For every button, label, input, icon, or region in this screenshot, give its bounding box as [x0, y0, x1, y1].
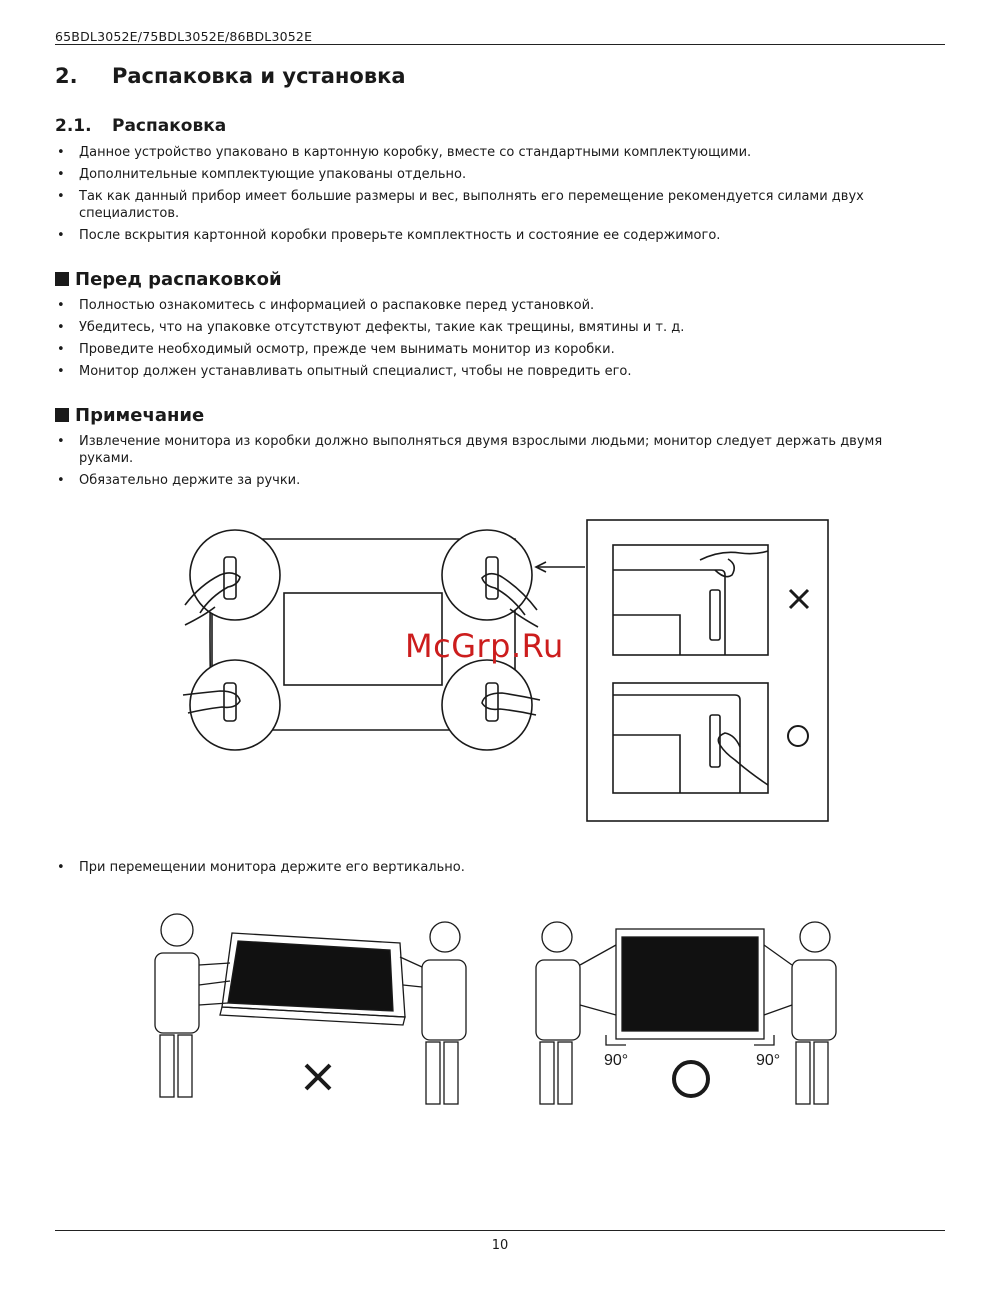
vertical-list — [55, 859, 935, 881]
section-number: 2. — [55, 64, 78, 88]
list-item: • Данное устройство упаковано в картонную коробку, вместе со стандартными комплектующими. — [55, 144, 935, 161]
watermark: McGrp.Ru — [405, 627, 564, 665]
subsection-heading — [55, 116, 226, 136]
list-item: • После вскрытия картонной коробки проверьте комплектность и состояние ее содержимого. — [55, 227, 935, 244]
subsection-title: Распаковка — [112, 116, 227, 136]
before-heading — [55, 269, 282, 290]
square-bullet-icon — [55, 408, 69, 422]
list-item: • Полностью ознакомитесь с информацией о распаковке перед установкой. — [55, 297, 935, 314]
header-rule — [55, 44, 945, 45]
section-title: Распаковка и установка — [112, 64, 406, 88]
before-list — [55, 297, 935, 385]
note-heading — [55, 405, 204, 426]
section-heading — [55, 64, 406, 88]
note-list — [55, 433, 935, 494]
list-item: • Монитор должен устанавливать опытный специалист, чтобы не повредить его. — [55, 363, 935, 380]
page-number: 10 — [491, 1238, 509, 1253]
list-item: • Извлечение монитора из коробки должно выполняться двумя взрослыми людьми; монитор следует держать двумя руками. — [55, 433, 935, 467]
list-item: • Проведите необходимый осмотр, прежде чем вынимать монитор из коробки. — [55, 341, 935, 358]
unpack-list — [55, 144, 935, 249]
list-item: • Убедитесь, что на упаковке отсутствуют дефекты, такие как трещины, вмятины и т. д. — [55, 319, 935, 336]
list-item: • Дополнительные комплектующие упакованы отдельно. — [55, 166, 935, 183]
angle-label-right: 90° — [756, 1052, 781, 1069]
before-title: Перед распаковкой — [75, 269, 282, 290]
list-item: • Обязательно держите за ручки. — [55, 472, 935, 489]
angle-label-left: 90° — [604, 1052, 629, 1069]
list-item: • Так как данный прибор имеет большие размеры и вес, выполнять его перемещение рекомендуется силами двух специалистов. — [55, 188, 935, 222]
carrying-illustration — [150, 905, 850, 1110]
handles-illustration — [180, 515, 840, 825]
list-item: • При перемещении монитора держите его вертикально. — [55, 859, 935, 876]
note-title: Примечание — [75, 405, 205, 426]
square-bullet-icon — [55, 272, 69, 286]
subsection-number: 2.1. — [55, 116, 92, 136]
footer-rule — [55, 1230, 945, 1231]
model-header: 65BDL3052E/75BDL3052E/86BDL3052E — [55, 29, 313, 44]
